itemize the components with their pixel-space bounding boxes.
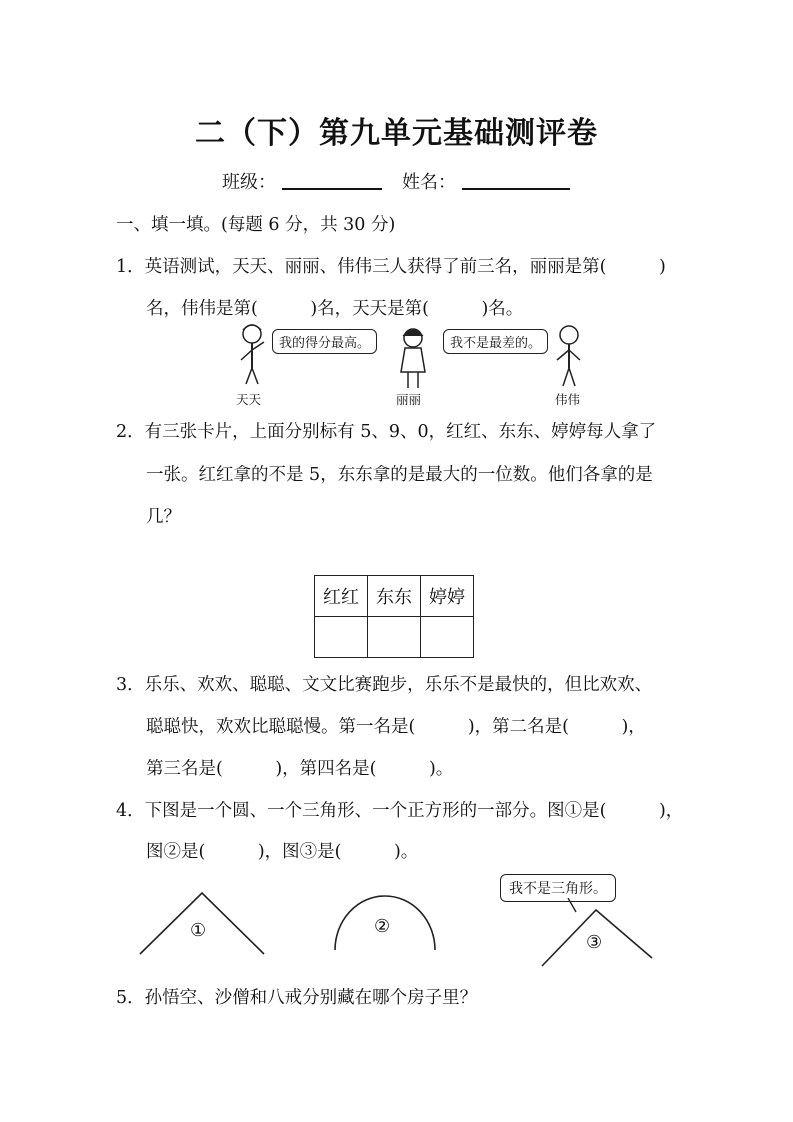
caption-lili: 丽丽 [396, 392, 422, 407]
girl-lili-figure [393, 326, 433, 392]
section-heading: 一、填一填。(每题 6 分，共 30 分) [116, 215, 396, 235]
q2-line1: 2．有三张卡片，上面分别标有 5、9、0，红红、东东、婷婷每人拿了 [116, 422, 657, 442]
q4-speech-bubble: 我不是三角形。 [500, 874, 616, 902]
table-header-honghong: 红红 [315, 576, 368, 617]
q3-line2: 聪聪快，欢欢比聪聪慢。第一名是( )，第二名是( )， [146, 717, 646, 737]
caption-weiwei: 伟伟 [555, 392, 581, 407]
q3-line3: 第三名是( )，第四名是( )。 [146, 759, 454, 779]
page-title: 二（下）第九单元基础测评卷 [195, 116, 598, 151]
answer-cell-dongdong[interactable] [368, 617, 421, 658]
caption-tiantian: 天天 [236, 392, 262, 407]
figure-2-label: ② [374, 916, 391, 937]
q4-line2: 图②是( )，图③是( )。 [146, 842, 419, 862]
answer-table [314, 575, 474, 658]
q1-line1: 1．英语测试，天天、丽丽、伟伟三人获得了前三名，丽丽是第( ) [116, 257, 666, 277]
figure-1-label: ① [190, 920, 207, 941]
answer-cell-tingting[interactable] [421, 617, 474, 658]
figure-3-label: ③ [586, 932, 603, 953]
boy-weiwei-figure [549, 322, 589, 390]
table-header-row [315, 576, 474, 617]
table-header-dongdong: 东东 [368, 576, 421, 617]
q5-line1: 5．孙悟空、沙僧和八戒分别藏在哪个房子里？ [116, 988, 478, 1008]
q2-line3: 几？ [146, 507, 181, 527]
q1-line2: 名，伟伟是第( )名，天天是第( )名。 [146, 299, 524, 319]
q3-line1: 3．乐乐、欢欢、聪聪、文文比赛跑步，乐乐不是最快的，但比欢欢、 [116, 675, 653, 695]
class-label: 班级： [222, 172, 276, 193]
table-answer-row [315, 617, 474, 658]
table-header-tingting: 婷婷 [421, 576, 474, 617]
name-blank [462, 188, 570, 190]
name-label: 姓名： [402, 172, 456, 193]
q1-bubble-right: 我不是最差的。 [443, 329, 548, 354]
class-blank [282, 188, 382, 190]
answer-cell-honghong[interactable] [315, 617, 368, 658]
q1-bubble-left: 我的得分最高。 [272, 329, 377, 354]
q2-line2: 一张。红红拿的不是 5，东东拿的是最大的一位数。他们各拿的是 [146, 465, 653, 485]
q4-line1: 4．下图是一个圆、一个三角形、一个正方形的一部分。图①是( )， [116, 801, 684, 821]
